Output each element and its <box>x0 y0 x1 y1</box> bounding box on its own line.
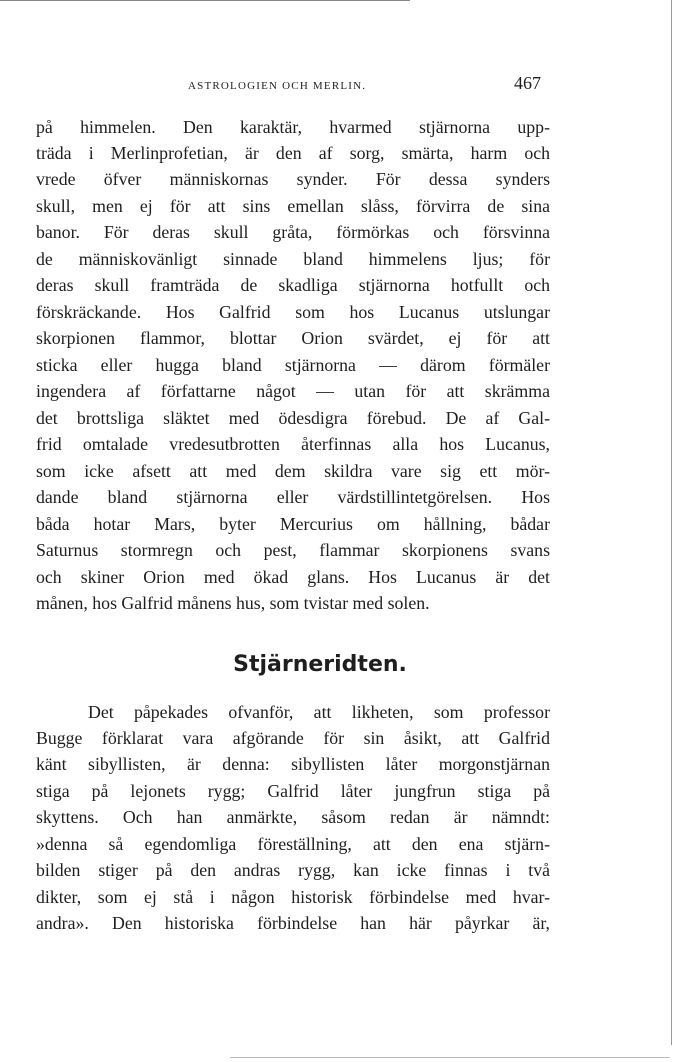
text-line: som icke afsett att med dem skildra vare sig ett mör- <box>36 461 550 481</box>
text-line: ingendera af författarne något — utan för att skrämma <box>36 381 550 401</box>
text-line: och skiner Orion med ökad glans. Hos Lucanus är det <box>36 567 550 587</box>
text-line: skull, men ej för att sins emellan slåss, förvirra de sina <box>36 196 550 216</box>
text-line: bilden stiger på den andras rygg, kan icke finnas i två <box>36 860 550 880</box>
text-line: månen, hos Galfrid månens hus, som tvistar med solen. <box>36 593 430 613</box>
scan-edge-top <box>0 0 410 1</box>
text-line: känt sibyllisten, är denna: sibyllisten låter morgonstjärnan <box>36 754 550 774</box>
running-title: ASTROLOGIEN OCH MERLIN. <box>188 80 367 92</box>
scan-edge-right <box>671 0 672 1045</box>
text-line: skorpionen flammor, blottar Orion svärdet, ej för att <box>36 328 550 348</box>
text-line: Saturnus stormregn och pest, flammar skorpionens svans <box>36 540 550 560</box>
text-line: frid omtalade vredesutbrotten återfinnas alla hos Lucanus, <box>36 434 550 454</box>
section-heading: Stjärneridten. <box>233 652 407 677</box>
text-line: träda i Merlinprofetian, är den af sorg, smärta, harm och <box>36 143 550 163</box>
text-line: banor. För deras skull gråta, förmörkas och försvinna <box>36 222 550 242</box>
text-line: båda hotar Mars, byter Mercurius om hållning, bådar <box>36 514 550 534</box>
scan-edge-bottom <box>230 1057 670 1058</box>
text-line: stiga på lejonets rygg; Galfrid låter jungfrun stiga på <box>36 781 550 801</box>
text-line: de människovänligt sinnade bland himmelens ljus; för <box>36 249 550 269</box>
text-line: Bugge förklarat vara afgörande för sin åsikt, att Galfrid <box>36 728 550 748</box>
text-line: deras skull framträda de skadliga stjärnorna hotfullt och <box>36 275 550 295</box>
text-line: dikter, som ej stå i någon historisk förbindelse med hvar- <box>36 887 550 907</box>
text-line: dande bland stjärnorna eller värdstillintetgörelsen. Hos <box>36 487 550 507</box>
text-line: det brottsliga släktet med ödesdigra förebud. De af Gal- <box>36 408 550 428</box>
text-line: sticka eller hugga bland stjärnorna — därom förmäler <box>36 355 550 375</box>
text-line: Det påpekades ofvanför, att likheten, som professor <box>88 702 550 722</box>
text-line: vrede öfver människornas synder. För dessa synders <box>36 169 550 189</box>
page-number: 467 <box>514 73 541 93</box>
text-line: förskräckande. Hos Galfrid som hos Lucanus utslungar <box>36 302 550 322</box>
text-line: andra». Den historiska förbindelse han här påyrkar är, <box>36 913 550 933</box>
text-line: på himmelen. Den karaktär, hvarmed stjärnorna upp- <box>36 117 550 137</box>
text-line: skyttens. Och han anmärkte, såsom redan är nämndt: <box>36 807 550 827</box>
text-line: »denna så egendomliga föreställning, att den ena stjärn- <box>36 834 550 854</box>
